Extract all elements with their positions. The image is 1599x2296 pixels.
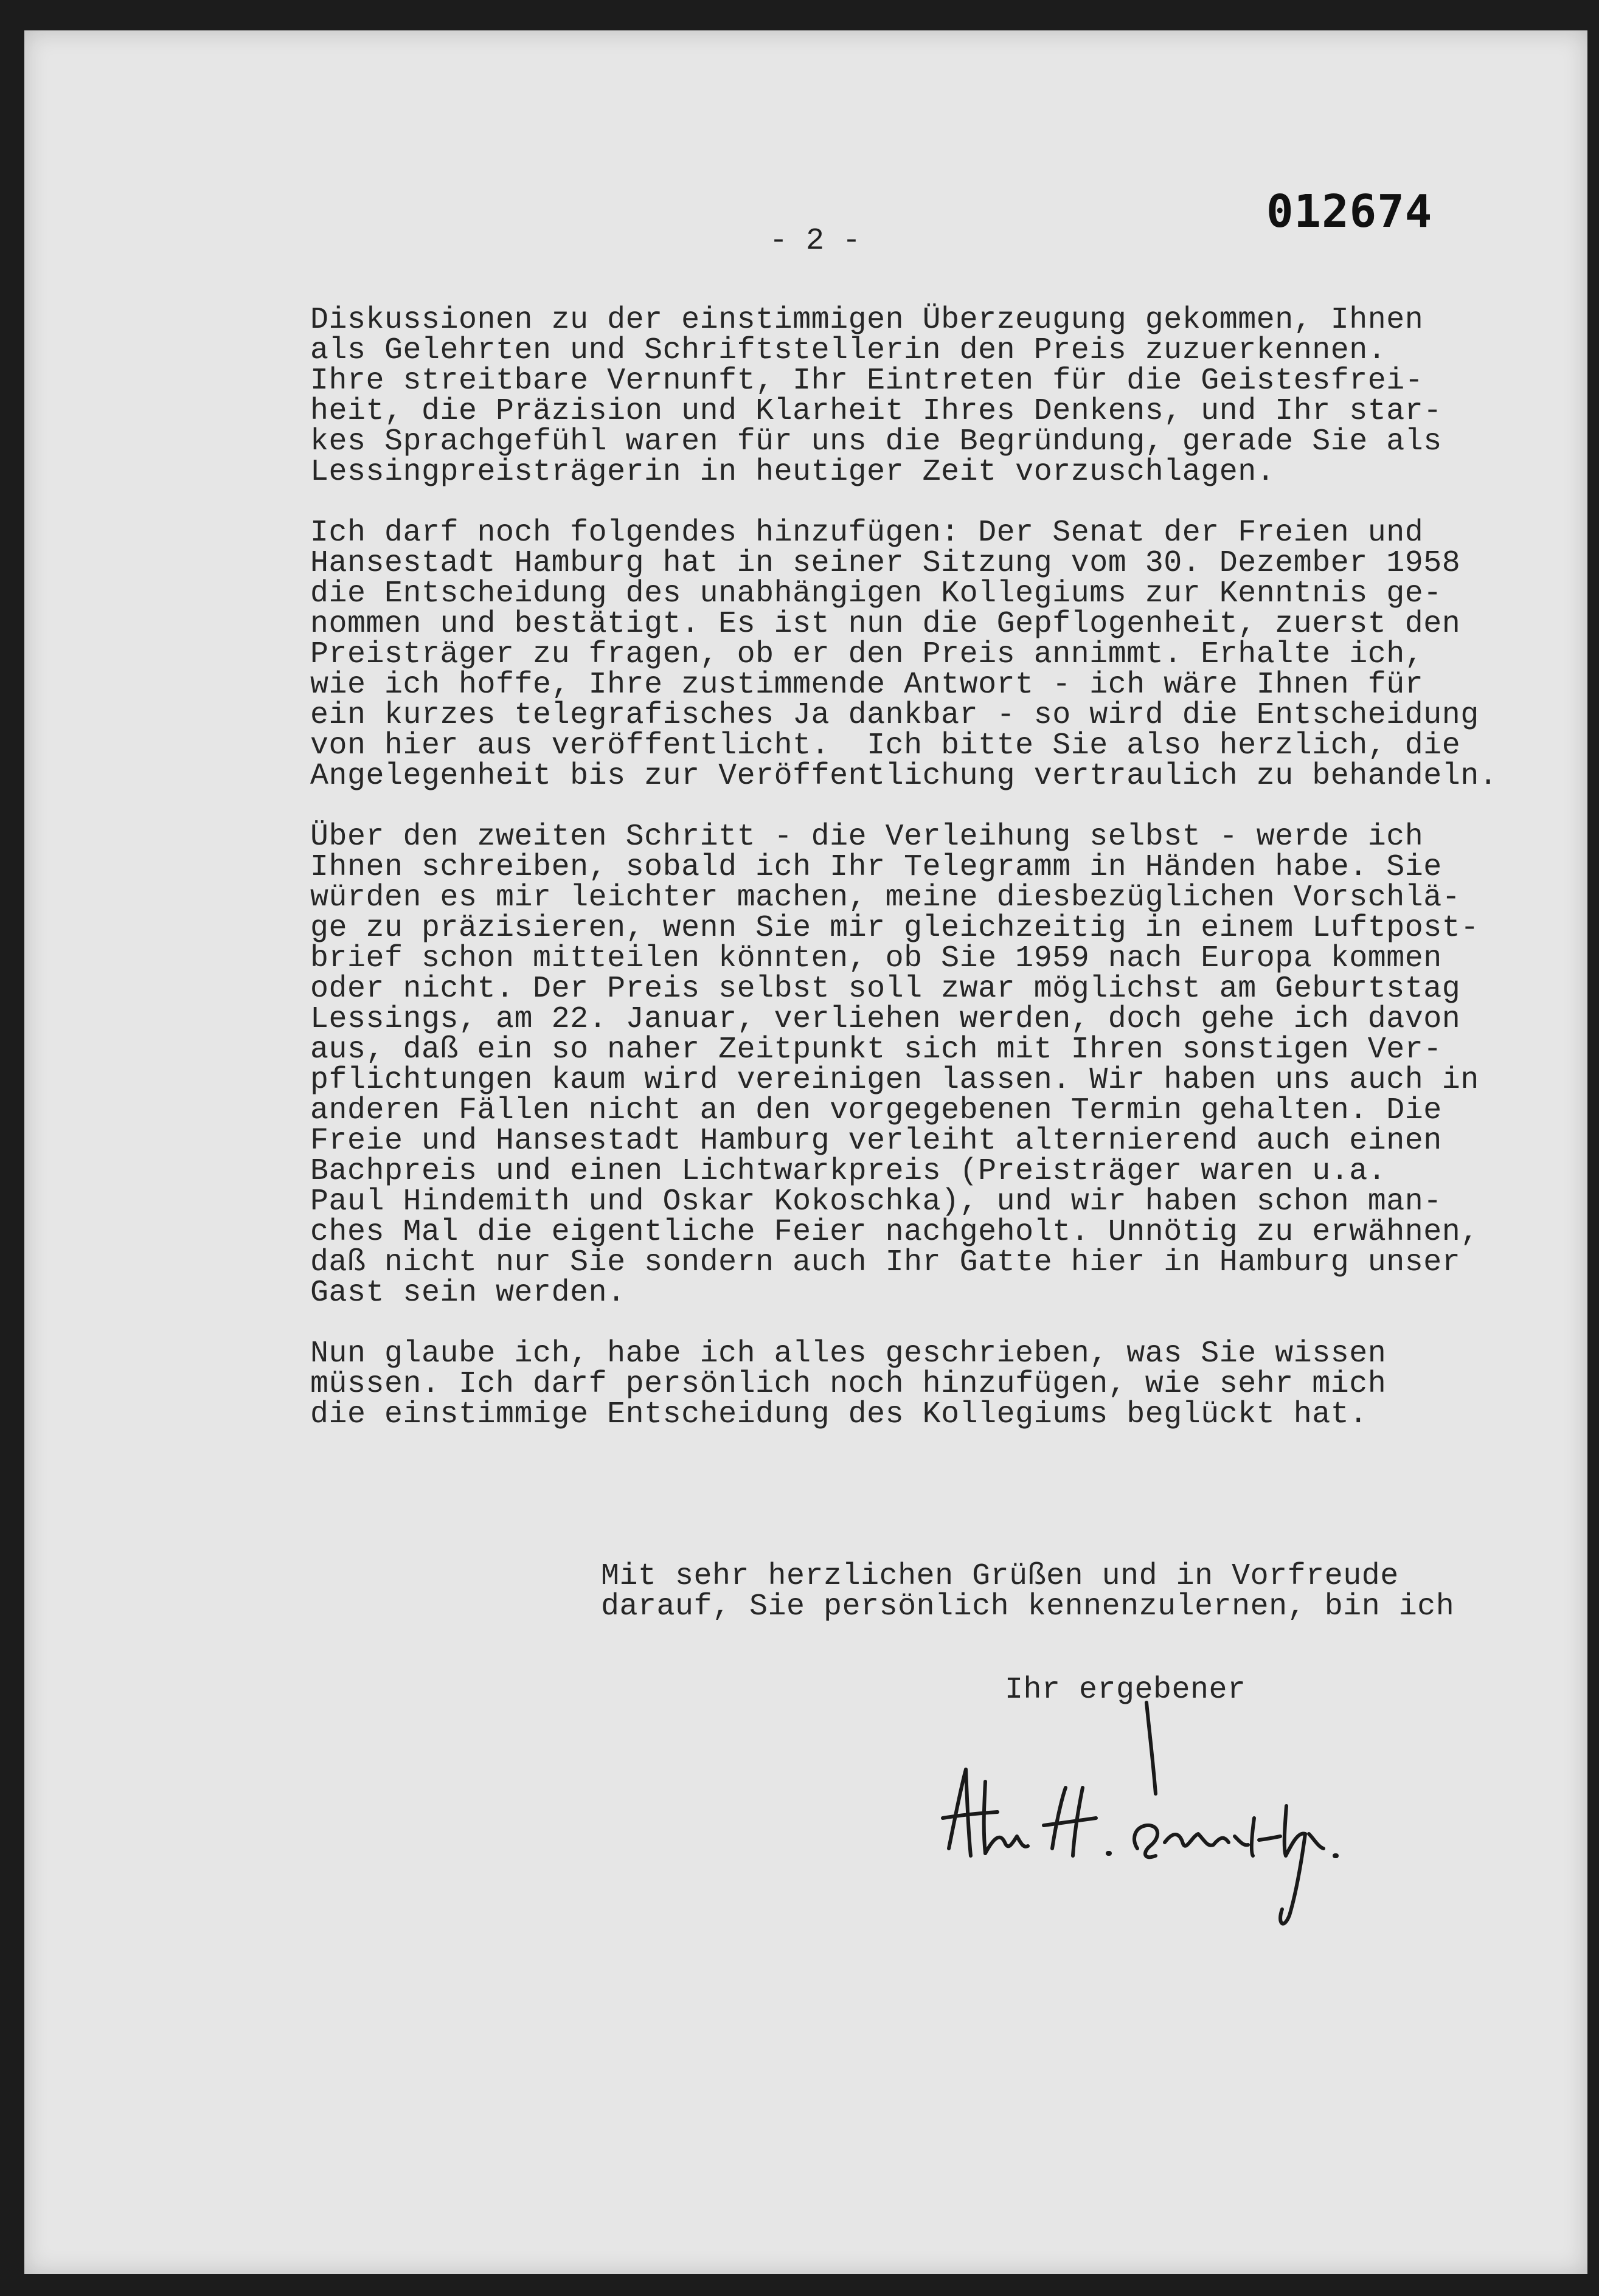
closing-salutation: [601, 1561, 1454, 1622]
text-line: Ihre streitbare Vernunft, Ihr Eintreten für die Geistesfrei-: [310, 364, 1424, 398]
text-line: Paul Hindemith und Oskar Kokoschka), und wir haben schon man-: [310, 1184, 1442, 1219]
text-line: Hansestadt Hamburg hat in seiner Sitzung vom 30. Dezember 1958: [310, 546, 1461, 581]
text-line: ches Mal die eigentliche Feier nachgeholt. Unnötig zu erwähnen,: [310, 1215, 1479, 1250]
text-line: wie ich hoffe, Ihre zustimmende Antwort - ich wäre Ihnen für: [310, 668, 1424, 702]
text-line: nommen und bestätigt. Es ist nun die Gepflogenheit, zuerst den: [310, 607, 1461, 641]
text-line: von hier aus veröffentlicht. Ich bitte Sie also herzlich, die: [310, 728, 1461, 763]
closing-line: darauf, Sie persönlich kennenzulernen, bin ich: [601, 1589, 1455, 1624]
valediction-text: Ihr ergebener: [1005, 1673, 1246, 1707]
text-line: würden es mir leichter machen, meine diesbezüglichen Vorschlä-: [310, 880, 1461, 915]
text-line: Lessings, am 22. Januar, verliehen werden, doch gehe ich davon: [310, 1002, 1461, 1037]
text-line: daß nicht nur Sie sondern auch Ihr Gatte hier in Hamburg unser: [310, 1245, 1461, 1280]
text-line: brief schon mitteilen könnten, ob Sie 1959 nach Europa kommen: [310, 941, 1442, 976]
text-line: oder nicht. Der Preis selbst soll zwar möglichst am Geburtstag: [310, 972, 1461, 1006]
text-line: Ihnen schreiben, sobald ich Ihr Telegramm in Händen habe. Sie: [310, 850, 1442, 885]
text-line: als Gelehrten und Schriftstellerin den Preis zuzuerkennen.: [310, 333, 1387, 368]
text-line: Nun glaube ich, habe ich alles geschrieben, was Sie wissen: [310, 1336, 1387, 1371]
text-line: ge zu präzisieren, wenn Sie mir gleichzeitig in einem Luftpost-: [310, 911, 1479, 946]
text-line: Über den zweiten Schritt - die Verleihung selbst - werde ich: [310, 820, 1424, 854]
text-line: anderen Fällen nicht an den vorgegebenen Termin gehalten. Die: [310, 1093, 1442, 1128]
paragraph-3: [310, 822, 1587, 1309]
handwritten-signature: [937, 1696, 1350, 1940]
paragraph-2: [310, 518, 1587, 792]
text-line: Preisträger zu fragen, ob er den Preis annimmt. Erhalte ich,: [310, 637, 1424, 672]
text-line: Diskussionen zu der einstimmigen Überzeugung gekommen, Ihnen: [310, 303, 1424, 337]
text-line: die einstimmige Entscheidung des Kollegiums beglückt hat.: [310, 1397, 1368, 1432]
text-line: aus, daß ein so naher Zeitpunkt sich mit Ihren sonstigen Ver-: [310, 1032, 1442, 1067]
text-line: heit, die Präzision und Klarheit Ihres Denkens, und Ihr star-: [310, 394, 1442, 429]
page-number: - 2 -: [769, 224, 861, 258]
letter-page: [24, 30, 1587, 2274]
text-line: müssen. Ich darf persönlich noch hinzufügen, wie sehr mich: [310, 1367, 1387, 1402]
text-line: ein kurzes telegrafisches Ja dankbar - so wird die Entscheidung: [310, 698, 1479, 733]
text-line: Angelegenheit bis zur Veröffentlichung vertraulich zu behandeln.: [310, 759, 1498, 794]
text-line: pflichtungen kaum wird vereinigen lassen. Wir haben uns auch in: [310, 1063, 1479, 1098]
paragraph-1: [310, 305, 1587, 488]
text-line: Freie und Hansestadt Hamburg verleiht alternierend auch einen: [310, 1124, 1442, 1158]
text-line: Bachpreis und einen Lichtwarkpreis (Preisträger waren u.a.: [310, 1154, 1387, 1189]
closing-line: Mit sehr herzlichen Grüßen und in Vorfreude: [601, 1559, 1399, 1594]
text-line: kes Sprachgefühl waren für uns die Begründung, gerade Sie als: [310, 424, 1442, 459]
document-number-stamp: 012674: [1266, 185, 1433, 238]
text-line: Ich darf noch folgendes hinzufügen: Der Senat der Freien und: [310, 516, 1424, 550]
text-line: Gast sein werden.: [310, 1276, 626, 1310]
text-line: Lessingpreisträgerin in heutiger Zeit vorzuschlagen.: [310, 455, 1275, 489]
text-line: die Entscheidung des unabhängigen Kollegiums zur Kenntnis ge-: [310, 576, 1442, 611]
paragraph-4: [310, 1336, 1587, 1432]
letter-body: [310, 305, 1587, 1461]
